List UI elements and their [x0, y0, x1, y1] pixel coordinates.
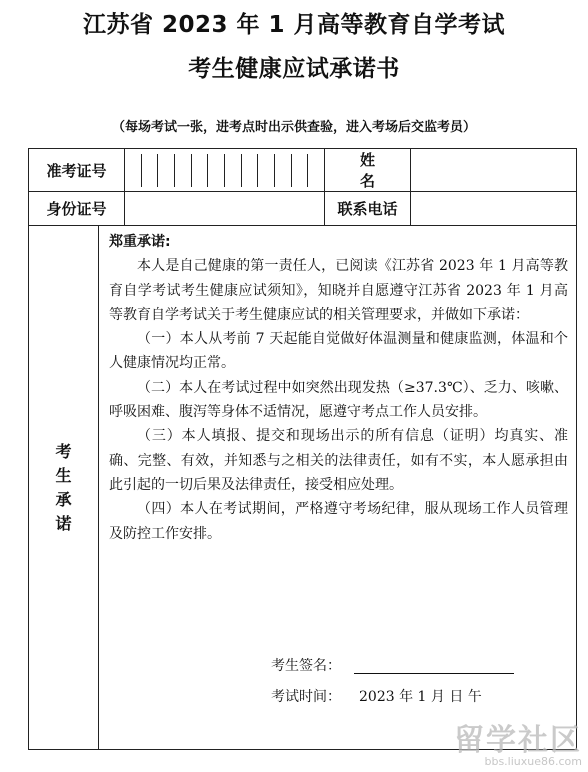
name-label: 姓名: [325, 149, 411, 192]
pledge-content-cell: [99, 226, 577, 750]
pledge-heading: 郑重承诺:: [109, 234, 171, 250]
exam-time-label: 考试时间：: [271, 689, 341, 705]
side-label-char: 考: [55, 441, 72, 461]
signature-label: 考生签名：: [271, 658, 341, 674]
digit-cell[interactable]: [208, 154, 225, 187]
digit-cell[interactable]: [258, 154, 275, 187]
digit-cell[interactable]: [175, 154, 192, 187]
exam-id-cells[interactable]: [125, 149, 325, 192]
phone-field[interactable]: [411, 192, 577, 226]
pledge-item-4: （四）本人在考试期间，严格遵守考场纪律，服从现场工作人员管理及防控工作安排。: [109, 501, 569, 542]
site-watermark: [454, 715, 582, 768]
candidate-pledge-label: [29, 226, 99, 750]
digit-cell[interactable]: [292, 154, 309, 187]
document-title: 江苏省 2023 年 1 月高等教育自学考试: [82, 12, 506, 38]
pledge-item-2: （二）本人在考试过程中如突然出现发热（≥37.3℃）、乏力、咳嗽、呼吸困难、腹泻等身体不适情况，愿遵守考点工作人员安排。: [109, 379, 569, 421]
digit-cell[interactable]: [142, 154, 159, 187]
usage-notice: （每场考试一张，进考点时出示供查验，进入考场后交监考员）: [111, 120, 476, 135]
name-field[interactable]: [411, 149, 577, 192]
watermark-url: bbs.liuxue86.com: [484, 755, 582, 768]
pledge-text: [99, 226, 576, 546]
digit-cell[interactable]: [125, 154, 142, 187]
id-card-field[interactable]: [125, 192, 325, 226]
pledge-intro: 本人是自己健康的第一责任人，已阅读《江苏省 2023 年 1 月高等教育自学考试考生健康应试须知》，知晓并自愿遵守江苏省 2023 年 1 月高等教育自学考试关于考生健康应试的相关管理要求，并做如下承诺：: [109, 258, 569, 323]
phone-label: 联系电话: [325, 192, 411, 226]
pledge-item-1: （一）本人从考前 7 天起能自觉做好体温测量和健康监测，体温和个人健康情况均正常。: [109, 331, 569, 372]
digit-cell[interactable]: [242, 154, 259, 187]
digit-cell[interactable]: [308, 154, 324, 187]
exam-id-row: [29, 149, 577, 192]
exam-id-label: 准考证号: [29, 149, 125, 192]
digit-cell[interactable]: [158, 154, 175, 187]
id-card-row: [29, 192, 577, 226]
watermark-brand: 留学社区: [454, 723, 582, 758]
digit-cell[interactable]: [225, 154, 242, 187]
side-label-char: 承: [55, 489, 72, 509]
side-label-char: 诺: [55, 513, 72, 533]
signature-line[interactable]: [354, 673, 514, 674]
pledge-item-3: （三）本人填报、提交和现场出示的所有信息（证明）均真实、准确、完整、有效，并知悉与之相关的法律责任，如有不实，本人愿承担由此引起的一切后果及法律责任，接受相应处理。: [109, 428, 569, 493]
exam-time-value: 2023 年 1 月 日 午: [359, 689, 482, 705]
pledge-row: [29, 226, 577, 750]
id-card-label: 身份证号: [29, 192, 125, 226]
digit-cell[interactable]: [192, 154, 209, 187]
digit-cell[interactable]: [275, 154, 292, 187]
side-label-char: 生: [55, 465, 72, 485]
document-subtitle: 考生健康应试承诺书: [188, 56, 400, 82]
pledge-form-table: [28, 148, 577, 750]
